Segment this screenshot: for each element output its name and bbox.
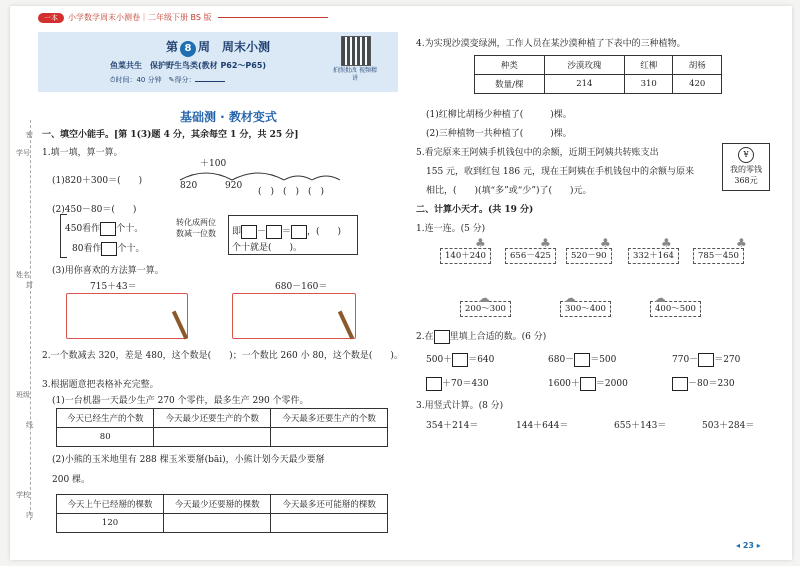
- seal-mark: 封: [26, 281, 33, 289]
- week-badge: 8: [180, 41, 196, 57]
- qr-code-icon[interactable]: [341, 36, 371, 66]
- table-cell: 310: [624, 75, 673, 94]
- table-header: 红柳: [624, 56, 673, 75]
- fill-3: 770－ ＝270: [672, 352, 740, 367]
- q3-2b: 200 棵。: [52, 475, 91, 485]
- nest-icon: ☁: [654, 291, 666, 305]
- n820: 820: [180, 181, 198, 191]
- answer-box[interactable]: [291, 225, 307, 239]
- seal-mark: 内: [26, 511, 33, 519]
- sidebar-label: 姓名: [16, 271, 30, 279]
- shige-row: 个十就是( )。: [232, 243, 303, 253]
- table-header: 沙漠玫瑰: [544, 56, 624, 75]
- expr-box[interactable]: 520－90: [566, 248, 612, 264]
- table-1: [56, 408, 388, 447]
- table-header: 今天最少还要生产的个数: [154, 409, 271, 428]
- q1-3: (3)用你喜欢的方法算一算。: [52, 266, 164, 276]
- q5c: 相比，( )(填“多”或“少”)了( )元。: [426, 186, 592, 196]
- answer-box[interactable]: [426, 377, 442, 391]
- wallet-amount: 368元: [734, 176, 758, 185]
- range-box[interactable]: 300～400: [560, 301, 611, 317]
- q2-2: 2.在 里填上合适的数。(6 分): [416, 329, 546, 344]
- vertical-calc: 503＋284＝: [702, 421, 755, 431]
- convert-note-2: 数减一位数: [176, 229, 216, 238]
- answer-box[interactable]: [574, 353, 590, 367]
- q2-3: 3.用竖式计算。(8 分): [416, 401, 504, 411]
- nest-icon: ☁: [564, 291, 576, 305]
- answer-box[interactable]: [698, 353, 714, 367]
- table-header: 今天最多还要生产的个数: [271, 409, 388, 428]
- table-header: 今天最多还可能掰的棵数: [271, 495, 388, 514]
- table-header: 今天最少还要掰的棵数: [164, 495, 271, 514]
- q3-2a: (2)小熊的玉米地里有 288 棵玉米要掰(bāi)，小熊计划今天最少要掰: [52, 455, 325, 465]
- table-header: 今天上午已经掰的棵数: [57, 495, 164, 514]
- vertical-calc: 354＋214＝: [426, 421, 479, 431]
- fill-5: 1600＋ ＝2000: [548, 376, 628, 391]
- table-cell: 数量/棵: [475, 75, 545, 94]
- answer-box[interactable]: [241, 225, 257, 239]
- bird-icon: ♣: [540, 236, 551, 250]
- table-2: [56, 494, 388, 533]
- table-cell[interactable]: [154, 428, 271, 447]
- q5b: 155 元，收到红包 186 元，现在王阿姨在手机钱包中的余额与原来: [426, 167, 694, 177]
- expr-box[interactable]: 785－450: [693, 248, 744, 264]
- table-cell[interactable]: [271, 514, 388, 533]
- binding-line: [30, 120, 31, 520]
- nest-icon: ☁: [478, 291, 490, 305]
- bracket: [60, 214, 67, 258]
- brand-logo: 一本: [38, 13, 64, 23]
- answer-box[interactable]: [580, 377, 596, 391]
- table-cell[interactable]: [271, 428, 388, 447]
- row-450: 450看作 个十。: [65, 221, 143, 236]
- top-banner: [38, 12, 328, 23]
- part2-heading: 二、计算小天才。(共 19 分): [416, 205, 534, 215]
- q1-1: (1)820＋300＝( ): [52, 176, 143, 186]
- q3-1: (1)一台机器一天最少生产 270 个零件，最多生产 290 个零件。: [52, 396, 309, 406]
- series-title: 小学数学周末小测卷｜二年级下册 BS 版: [68, 13, 212, 22]
- table-header: 种类: [475, 56, 545, 75]
- fill-6: －80＝230: [672, 376, 735, 391]
- row-80: 80看作 个十。: [72, 241, 144, 256]
- q5a: 5.看完原来王阿姨手机钱包中的余额，近期王阿姨共转账支出: [416, 148, 659, 158]
- sidebar-label: 学号: [16, 149, 30, 157]
- convert-note-1: 转化成两位: [176, 218, 216, 227]
- expr-box[interactable]: 656－425: [505, 248, 556, 264]
- q4-1: (1)红柳比胡杨少种植了( )棵。: [426, 110, 572, 120]
- seal-mark: 密: [26, 131, 33, 139]
- range-box[interactable]: 400～500: [650, 301, 701, 317]
- wallet-card: [722, 143, 770, 191]
- calc-b: 680－160＝: [275, 282, 328, 292]
- page-number: ◂ 23 ▸: [736, 541, 761, 550]
- page-title: 第 8 周 周末小测: [166, 38, 270, 57]
- bird-icon: ♣: [475, 236, 486, 250]
- answer-box[interactable]: [101, 242, 117, 256]
- section-title: 基础测 · 教材变式: [180, 110, 277, 124]
- yuan-icon: ¥: [738, 147, 754, 163]
- expr-box[interactable]: 140＋240: [440, 248, 491, 264]
- answer-area-b[interactable]: [232, 293, 356, 339]
- qr-caption: 拍照批改 视频精讲: [333, 67, 377, 82]
- q1-2: (2)450－80＝( ): [52, 205, 137, 215]
- fill-4: ＋70＝430: [426, 376, 489, 391]
- table-cell: 214: [544, 75, 624, 94]
- answer-box[interactable]: [672, 377, 688, 391]
- bird-icon: ♣: [736, 236, 747, 250]
- calc-a: 715＋43＝: [90, 282, 137, 292]
- part1-heading: 一、填空小能手。[第 1(3)题 4 分，其余每空 1 分，共 25 分]: [42, 130, 299, 140]
- q3: 3.根据题意把表格补充完整。: [42, 380, 159, 390]
- bird-icon: ♣: [661, 236, 672, 250]
- answer-area-a[interactable]: [66, 293, 188, 339]
- answer-box[interactable]: [452, 353, 468, 367]
- unit-label: 鱼菜共生 保护野生鸟类(教材 P62～P65): [110, 61, 267, 70]
- q2-1: 1.连一连。(5 分): [416, 224, 486, 234]
- week-header: [38, 32, 398, 92]
- q2: 2.一个数减去 320，差是 480，这个数是( )；一个数比 260 小 80，这个数是( )。: [42, 351, 403, 361]
- vertical-calc: 144＋644＝: [516, 421, 569, 431]
- table-cell: 120: [57, 514, 164, 533]
- wallet-label: 我的零钱: [730, 165, 762, 174]
- fill-2: 680－ ＝500: [548, 352, 616, 367]
- answer-box[interactable]: [266, 225, 282, 239]
- table-cell: 80: [57, 428, 154, 447]
- expr-box[interactable]: 332＋164: [628, 248, 679, 264]
- q1-prompt: 1.填一填，算一算。: [42, 148, 123, 158]
- fill-1: 500＋ ＝640: [426, 352, 494, 367]
- seal-mark: 线: [26, 421, 33, 429]
- vertical-calc: 655＋143＝: [614, 421, 667, 431]
- sidebar-label: 学校: [16, 491, 30, 499]
- blank-parens: ( ) ( ) ( ): [258, 187, 325, 197]
- n920: 920: [225, 181, 243, 191]
- score-icon: ✎: [168, 76, 175, 84]
- time-score: ⏱时间：40 分钟 ✎得分：: [110, 75, 225, 85]
- answer-box[interactable]: [100, 222, 116, 236]
- clock-icon: ⏱: [110, 76, 116, 84]
- table-plants: [474, 55, 722, 94]
- q4: 4.为实现沙漠变绿洲，工作人员在某沙漠种植了下表中的三种植物。: [416, 39, 686, 49]
- sidebar-label: 班级: [16, 391, 30, 399]
- table-header: 今天已经生产的个数: [57, 409, 154, 428]
- table-header: 胡杨: [673, 56, 722, 75]
- bird-icon: ♣: [600, 236, 611, 250]
- sample-box: [434, 330, 450, 344]
- table-cell: 420: [673, 75, 722, 94]
- plus100-label: ＋100: [200, 159, 227, 169]
- table-cell[interactable]: [164, 514, 271, 533]
- q4-2: (2)三种植物一共种植了( )棵。: [426, 129, 572, 139]
- ji-row: 即 － ＝ ，( ): [232, 224, 341, 239]
- range-box[interactable]: 200～300: [460, 301, 511, 317]
